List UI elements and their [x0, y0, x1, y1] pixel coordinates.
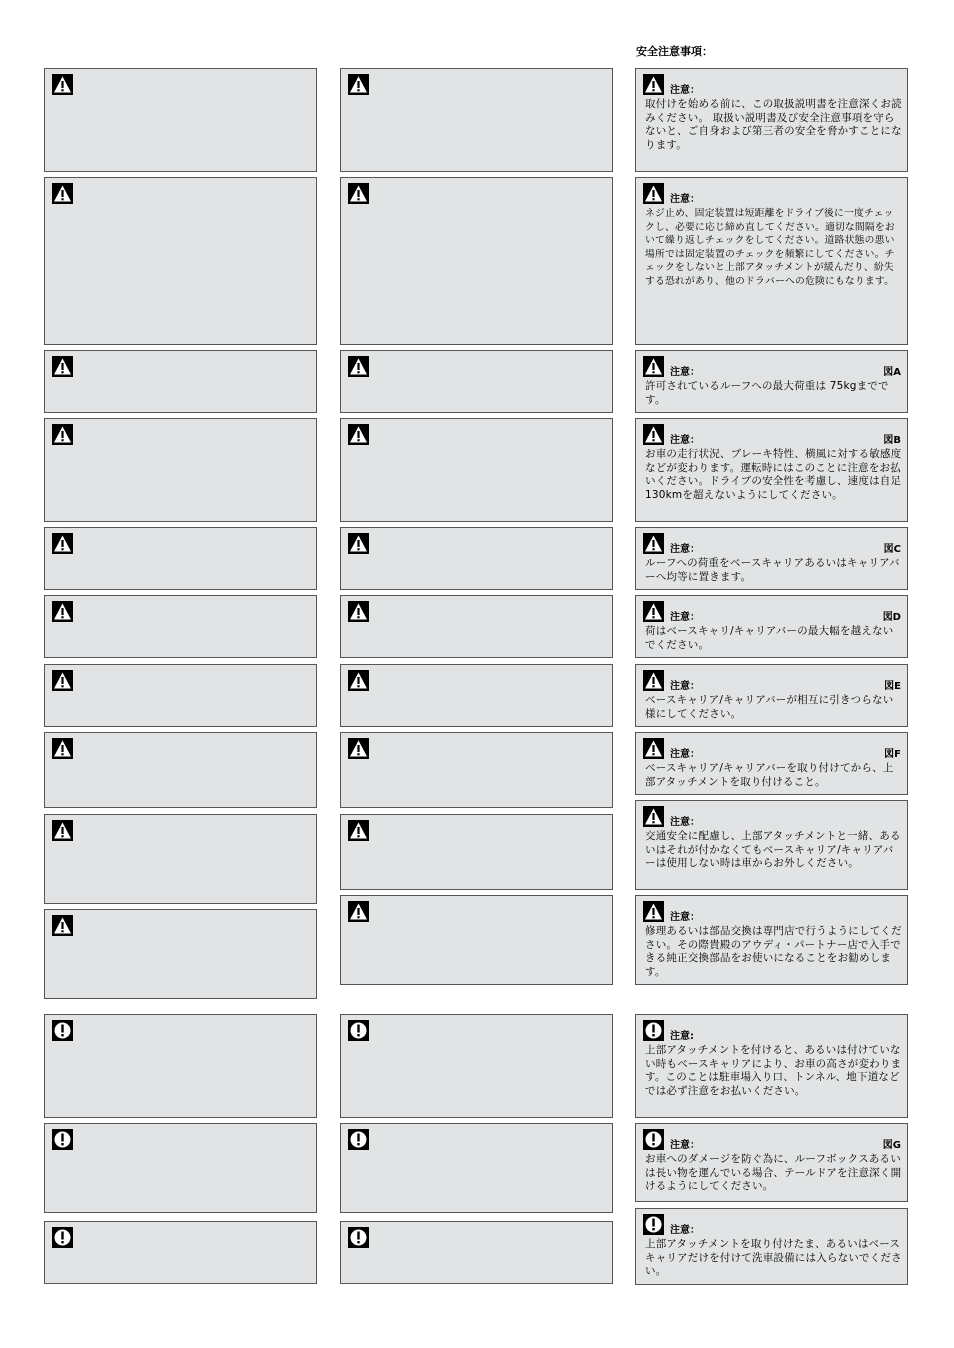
box-text: 上部アタッチメントを取り付けたま、あるいはベースキャリアだけを付けて洗車設備には入らないでください。 — [645, 1238, 902, 1278]
box-heading: 注意： — [670, 194, 700, 205]
warning-triangle-icon — [52, 183, 73, 204]
warning-triangle-icon — [52, 601, 73, 622]
empty-warning-box — [44, 527, 317, 590]
empty-warning-box — [44, 909, 317, 999]
empty-warning-box — [44, 732, 317, 808]
warning-triangle-icon — [643, 806, 664, 827]
empty-warning-box — [44, 814, 317, 904]
box-heading: 注意： — [670, 612, 700, 623]
warning-triangle-icon — [643, 183, 664, 204]
box-heading: 注意： — [670, 1140, 700, 1151]
warning-triangle-icon — [52, 74, 73, 95]
warning-triangle-icon — [643, 901, 664, 922]
exclamation-circle-icon — [52, 1020, 73, 1041]
warning-triangle-icon — [348, 533, 369, 554]
warning-triangle-icon — [52, 356, 73, 377]
empty-warning-box — [340, 814, 613, 890]
box-heading: 注意： — [670, 749, 700, 760]
warning-triangle-icon — [348, 601, 369, 622]
box-text: 交通安全に配慮し、上部アタッチメントと一緒、あるいはそれが付かなくてもベースキャリア/キャリアバーは使用しない時は車からお外しください。 — [645, 830, 901, 870]
empty-warning-box — [44, 68, 317, 172]
figure-label: 図B — [883, 435, 901, 446]
box-heading: 注意： — [670, 912, 700, 923]
exclamation-circle-icon — [348, 1020, 369, 1041]
warning-triangle-icon — [52, 533, 73, 554]
warning-triangle-icon — [643, 356, 664, 377]
warning-triangle-icon — [348, 820, 369, 841]
warning-box — [635, 527, 908, 590]
exclamation-circle-icon — [348, 1129, 369, 1150]
warning-triangle-icon — [643, 533, 664, 554]
box-heading: 注意： — [670, 544, 700, 555]
note-box — [635, 1014, 908, 1118]
warning-triangle-icon — [348, 74, 369, 95]
box-heading: 注意： — [670, 85, 700, 96]
box-text: 取付けを始める前に、この取扱説明書を注意深くお読みください。 取扱い説明書及び安全注意事項を守らないと、ご自身および第三者の安全を脅かすことになります。 — [645, 98, 902, 151]
warning-triangle-icon — [348, 183, 369, 204]
page-heading: 安全注意事項： — [636, 45, 713, 58]
figure-label: 図C — [883, 544, 901, 555]
box-heading: 注意： — [670, 681, 700, 692]
box-heading: 注意： — [670, 435, 700, 446]
box-heading: 注意： — [670, 817, 700, 828]
empty-warning-box — [340, 527, 613, 590]
empty-warning-box — [340, 895, 613, 985]
warning-triangle-icon — [643, 670, 664, 691]
box-text: 上部アタッチメントを付けると、あるいは付けていない時もベースキャリアにより、お車の高さが変わります。このことは駐車場入り口、トンネル、地下道などでは必ず注意をお払いください。 — [645, 1044, 902, 1097]
figure-label: 図D — [882, 612, 901, 623]
empty-warning-box — [44, 664, 317, 727]
warning-triangle-icon — [348, 356, 369, 377]
warning-box — [635, 177, 908, 345]
empty-warning-box — [340, 68, 613, 172]
warning-triangle-icon — [52, 424, 73, 445]
note-box — [635, 1123, 908, 1202]
warning-box — [635, 68, 908, 172]
box-text: ベースキャリア/キャリアバーが相互に引きつらない様にしてください。 — [645, 694, 894, 720]
warning-triangle-icon — [643, 424, 664, 445]
figure-label: 図E — [884, 681, 901, 692]
box-text: 許可されているルーフへの最大荷重は 75kgまでです。 — [645, 380, 889, 406]
exclamation-circle-icon — [348, 1227, 369, 1248]
exclamation-circle-icon — [643, 1020, 664, 1041]
empty-warning-box — [340, 732, 613, 808]
warning-triangle-icon — [348, 670, 369, 691]
empty-warning-box — [340, 418, 613, 522]
empty-warning-box — [44, 418, 317, 522]
figure-label: 図F — [884, 749, 901, 760]
empty-warning-box — [340, 350, 613, 413]
warning-triangle-icon — [52, 738, 73, 759]
empty-warning-box — [340, 595, 613, 658]
warning-triangle-icon — [348, 738, 369, 759]
warning-box — [635, 732, 908, 795]
box-heading: 注意: — [670, 1031, 694, 1042]
empty-note-box — [44, 1014, 317, 1118]
empty-note-box — [44, 1123, 317, 1213]
warning-box — [635, 595, 908, 658]
figure-label: 図A — [883, 367, 901, 378]
warning-triangle-icon — [52, 915, 73, 936]
exclamation-circle-icon — [643, 1214, 664, 1235]
warning-box — [635, 418, 908, 522]
box-heading: 注意： — [670, 1225, 700, 1236]
warning-triangle-icon — [643, 738, 664, 759]
exclamation-circle-icon — [52, 1227, 73, 1248]
warning-box — [635, 895, 908, 985]
empty-warning-box — [44, 177, 317, 345]
empty-note-box — [340, 1123, 613, 1213]
box-heading: 注意： — [670, 367, 700, 378]
box-text: ルーフへの荷重をベースキャリアあるいはキャリアバーへ均等に置きます。 — [645, 557, 900, 583]
warning-triangle-icon — [348, 901, 369, 922]
empty-warning-box — [44, 350, 317, 413]
empty-note-box — [340, 1014, 613, 1118]
figure-label: 図G — [882, 1140, 901, 1151]
warning-box — [635, 664, 908, 727]
warning-triangle-icon — [52, 820, 73, 841]
warning-box — [635, 350, 908, 413]
box-text: お車へのダメージを防ぐ為に、ルーフボックスあるいは長い物を運んでいる場合、テールドアを注意深く開けるようにしてください。 — [645, 1153, 902, 1193]
warning-triangle-icon — [643, 601, 664, 622]
empty-warning-box — [44, 595, 317, 658]
exclamation-circle-icon — [52, 1129, 73, 1150]
exclamation-circle-icon — [643, 1129, 664, 1150]
warning-triangle-icon — [643, 74, 664, 95]
warning-triangle-icon — [348, 424, 369, 445]
box-text: 修理あるいは部品交換は専門店で行うようにしてください。その際貴殿のアウディ・パートナー店で入手できる純正交換部品をお使いになることをお勧めします。 — [645, 925, 902, 978]
box-text: ベースキャリア/キャリアバーを取り付けてから、上部アタッチメントを取り付けること。 — [645, 762, 894, 788]
box-text: お車の走行状況、ブレーキ特性、横風に対する敏感度などが変わります。運転時にはこのことに注意をお払いください。ドライブの安全性を考慮し、速度は自足130kmを超えないようにしてください。 — [645, 448, 902, 501]
warning-triangle-icon — [52, 670, 73, 691]
box-text: 荷はベースキャリ/キャリアバーの最大幅を越えないでください。 — [645, 625, 894, 651]
warning-box — [635, 800, 908, 890]
empty-warning-box — [340, 177, 613, 345]
empty-warning-box — [340, 664, 613, 727]
empty-note-box — [44, 1221, 317, 1284]
box-text: ネジ止め、固定装置は短距離をドライブ後に一度チェックし、必要に応じ締め直してください。適切な間隔をおいて繰り返しチェックをしてください。道路状態の悪い場所では固定装置のチェックを頻繁にしてください。チェックをしないと上部アタッチメントが緩んだり、紛失する恐れがあり、他のドラバーへの危険にもなります。 — [645, 208, 895, 287]
note-box — [635, 1208, 908, 1285]
empty-note-box — [340, 1221, 613, 1284]
